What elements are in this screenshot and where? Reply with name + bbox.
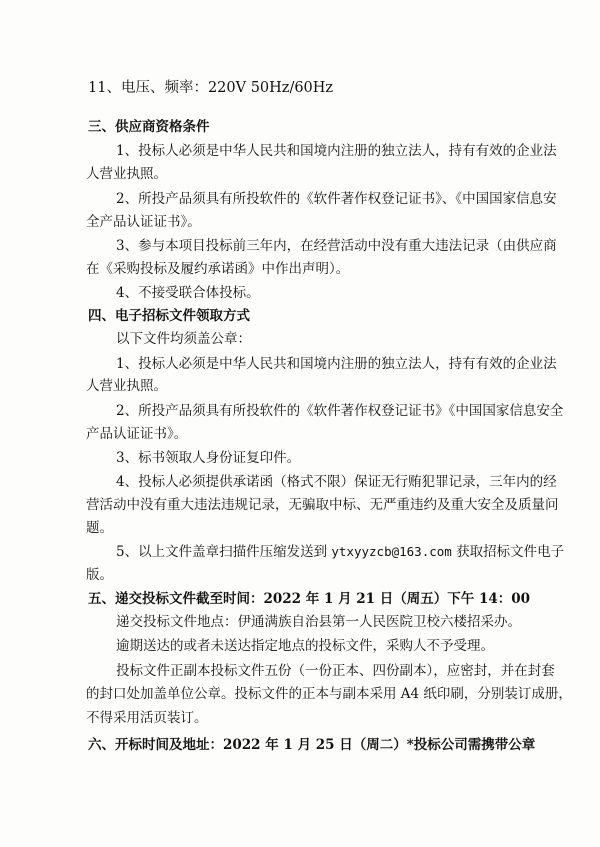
section3-item3-line1: 3、参与本项目投标前三年内，在经营活动中没有重大违法记录（由供应商 bbox=[116, 238, 557, 254]
section5-location: 递交投标文件地点：伊通满族自治县第一人民医院卫校六楼招采办。 bbox=[116, 614, 521, 630]
section4-item5-suffix: 获取招标文件电子 bbox=[456, 544, 565, 560]
section3-item1-line1: 1、投标人必须是中华人民共和国境内注册的独立法人，持有有效的企业法 bbox=[116, 143, 557, 159]
section4-item2-line1: 2、所投产品须具有所投软件的《软件著作权登记证书》《中国国家信息安全 bbox=[116, 403, 564, 419]
section3-title: 三、供应商资格条件 bbox=[88, 119, 210, 135]
section4-item4-line2: 营活动中没有重大违法违规记录，无骗取中标、无严重违约及重大安全及质量问 bbox=[86, 497, 559, 513]
section3-item4: 4、不接受联合体投标。 bbox=[116, 285, 260, 301]
section4-item2-line2: 产品认证证书》。 bbox=[86, 426, 188, 442]
section5-copies-line1: 投标文件正副本投标文件五份（一份正本、四份副本），应密封，并在封套 bbox=[116, 663, 555, 679]
section4-item1-line1: 1、投标人必须是中华人民共和国境内注册的独立法人，持有有效的企业法 bbox=[116, 356, 557, 372]
section4-intro: 以下文件均须盖公章： bbox=[116, 331, 251, 347]
section4-item3: 3、标书领取人身份证复印件。 bbox=[116, 450, 301, 466]
section5-copies-line2: 的封口处加盖单位公章。投标文件的正本与副本采用 A4 纸印刷，分别装订成册， bbox=[86, 686, 572, 702]
section3-item3-line2: 在《采购投标及履约承诺函》中作出声明）。 bbox=[86, 261, 350, 277]
section4-item1-line2: 人营业执照。 bbox=[86, 378, 167, 394]
section4-item5-line1 bbox=[116, 544, 564, 560]
email-address: ytxyyzcb@163.com bbox=[331, 544, 452, 559]
section4-item4-line3: 题。 bbox=[86, 520, 113, 536]
section3-item2-line1: 2、所投产品须具有所投软件的《软件著作权登记证书》、《中国国家信息安 bbox=[116, 191, 557, 207]
section5-late-notice: 逾期送达的或者未送达指定地点的投标文件，采购人不予受理。 bbox=[116, 638, 494, 654]
section3-item2-line2: 全产品认证证书》。 bbox=[86, 214, 201, 230]
section6-title: 六、开标时间及地址：2022 年 1 月 25 日（周二）*投标公司需携带公章 bbox=[88, 737, 536, 753]
section3-item1-line2: 人营业执照。 bbox=[86, 166, 167, 182]
voltage-frequency-line: 11、电压、频率：220V 50Hz/60Hz bbox=[88, 80, 334, 96]
section5-copies-line3: 不得采用活页装订。 bbox=[86, 710, 208, 726]
section5-title: 五、递交投标文件截至时间：2022 年 1 月 21 日（周五）下午 14：00 bbox=[88, 591, 531, 607]
section4-item4-line1: 4、投标人必须提供承诺函（格式不限）保证无行贿犯罪记录，三年内的经 bbox=[116, 474, 557, 490]
section4-item5-prefix: 5、以上文件盖章扫描件压缩发送到 bbox=[116, 544, 328, 560]
section4-title: 四、电子招标文件领取方式 bbox=[88, 308, 250, 324]
section4-item5-line2: 版。 bbox=[86, 567, 113, 583]
